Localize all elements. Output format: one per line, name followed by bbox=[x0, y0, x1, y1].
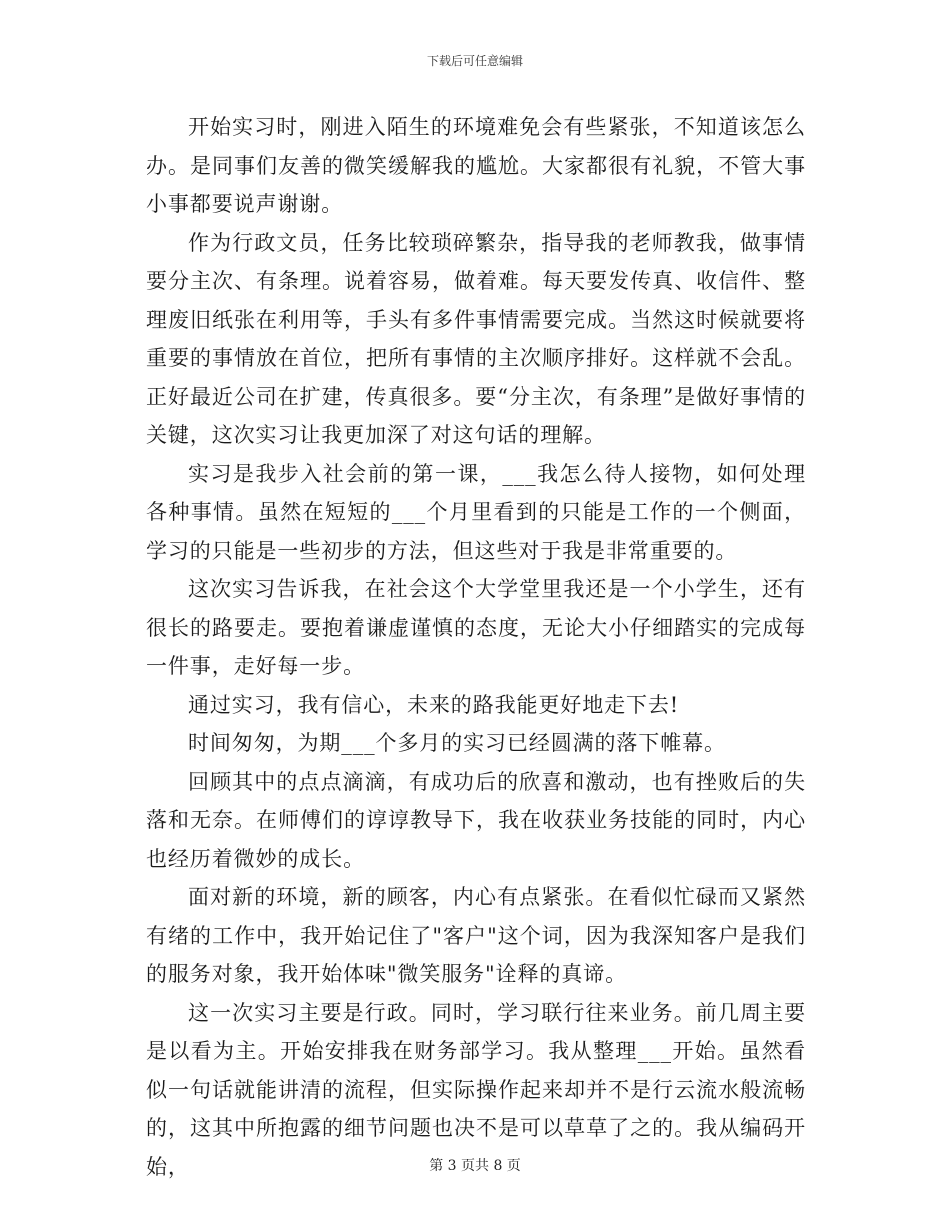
paragraph: 时间匆匆，为期___个多月的实习已经圆满的落下帷幕。 bbox=[188, 731, 726, 755]
paragraph: 实习是我步入社会前的第一课，___我怎么待人接物，如何处理各种事情。虽然在短短的___个月里看到的只能是工作的一个侧面，学习的只能是一些初步的方法，但这些对于我是非常重要的。 bbox=[146, 461, 806, 563]
body-text bbox=[146, 108, 806, 1186]
paragraph: 开始实习时，刚进入陌生的环境难免会有些紧张，不知道该怎么办。是同事们友善的微笑缓解我的尴尬。大家都很有礼貌，不管大事小事都要说声谢谢。 bbox=[146, 115, 806, 216]
paragraph: 这一次实习主要是行政。同时，学习联行往来业务。前几周主要是以看为主。开始安排我在财务部学习。我从整理___开始。虽然看似一句话就能讲清的流程，但实际操作起来却并不是行云流水般流畅的，这其中所抱露的细节问题也决不是可以草草了之的。我从编码开始， bbox=[146, 1000, 806, 1179]
paragraph: 这次实习告诉我，在社会这个大学堂里我还是一个小学生，还有很长的路要走。要抱着谦虚谨慎的态度，无论大小仔细踏实的完成每一件事，走好每一步。 bbox=[146, 577, 806, 678]
page-number: 第 3 页共 8 页 bbox=[429, 1158, 521, 1174]
paragraph: 回顾其中的点点滴滴，有成功后的欣喜和激动，也有挫败后的失落和无奈。在师傅们的谆谆教导下，我在收获业务技能的同时，内心也经历着微妙的成长。 bbox=[146, 769, 806, 871]
paragraph: 面对新的环境，新的顾客，内心有点紧张。在看似忙碌而又紧然有绪的工作中，我开始记住了"客户"这个词，因为我深知客户是我们的服务对象，我开始体味"微笑服务"诠释的真谛。 bbox=[146, 885, 806, 986]
page-header: 下载后可任意编辑 bbox=[426, 54, 523, 68]
paragraph: 作为行政文员，任务比较琐碎繁杂，指导我的老师教我，做事情要分主次、有条理。说着容易，做着难。每天要发传真、收信件、整理废旧纸张在利用等，手头有多件事情需要完成。当然这时候就要将重要的事情放在首位，把所有事情的主次顺序排好。这样就不会乱。正好最近公司在扩建，传真很多。要“分主次，有条理”是做好事情的关键，这次实习让我更加深了对这句话的理解。 bbox=[146, 230, 806, 447]
paragraph: 通过实习，我有信心，未来的路我能更好地走下去! bbox=[188, 692, 680, 717]
